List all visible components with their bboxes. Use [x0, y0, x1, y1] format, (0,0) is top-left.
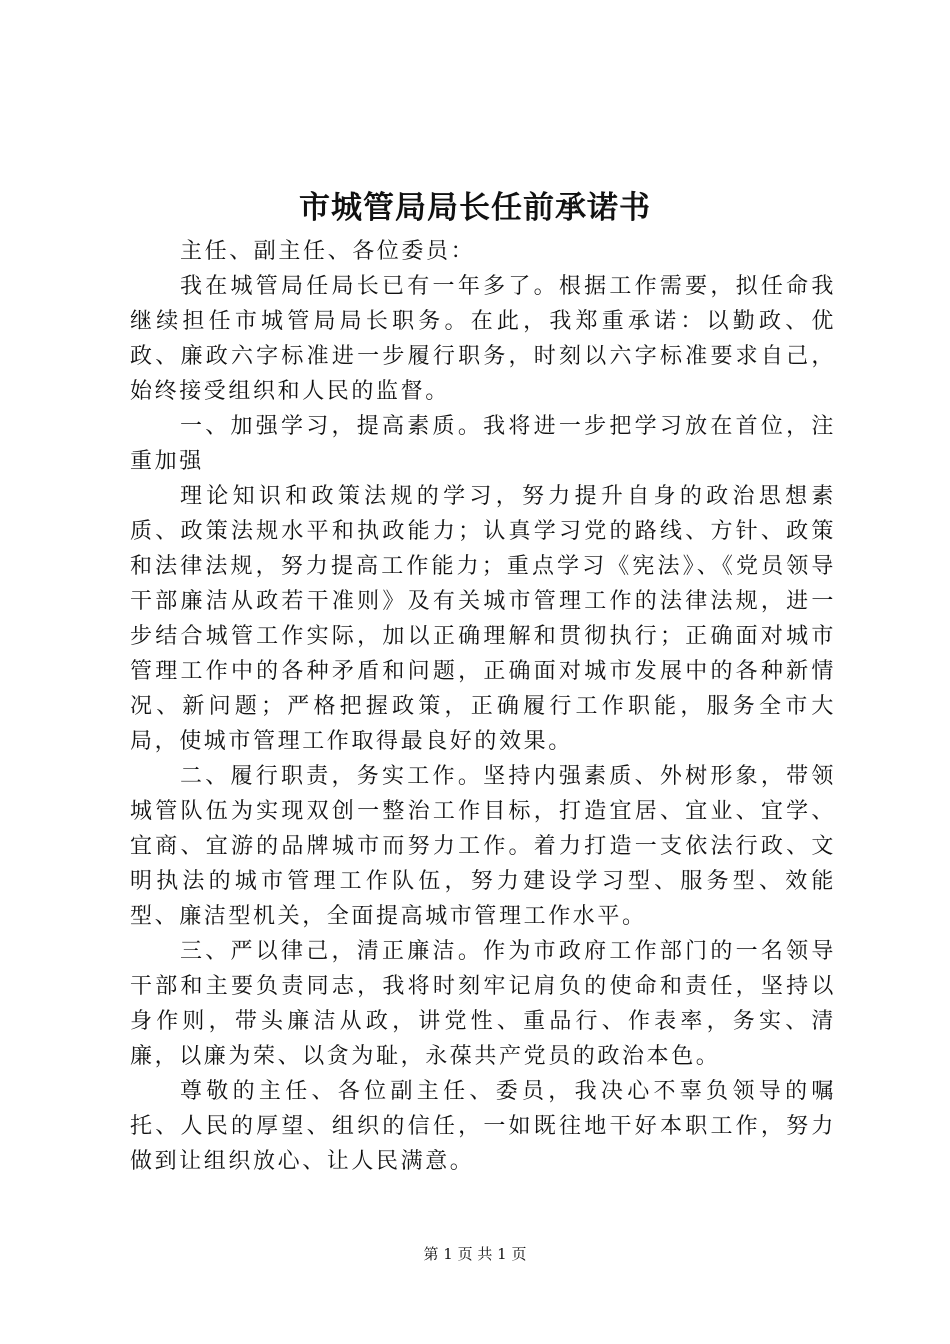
document-body: [130, 234, 836, 1179]
intro-paragraph: 我在城管局任局长已有一年多了。根据工作需要，拟任命我继续担任市城管局局长职务。在此，我郑重承诺：以勤政、优政、廉政六字标准进一步履行职务，时刻以六字标准要求自己，始终接受组织和人民的监督。: [130, 274, 836, 404]
section-one-heading-paragraph: 一、加强学习，提高素质。我将进一步把学习放在首位，注重加强: [130, 414, 836, 474]
page-number-footer: 第 1 页 共 1 页: [423, 1245, 527, 1263]
section-one-body-paragraph: 理论知识和政策法规的学习，努力提升自身的政治思想素质、政策法规水平和执政能力；认真学习党的路线、方针、政策和法律法规，努力提高工作能力；重点学习《宪法》、《党员领导干部廉洁从政若干准则》及有关城市管理工作的法律法规，进一步结合城管工作实际，加以正确理解和贯彻执行；正确面对城市管理工作中的各种矛盾和问题，正确面对城市发展中的各种新情况、新问题；严格把握政策，正确履行工作职能，服务全市大局，使城市管理工作取得最良好的效果。: [130, 484, 836, 754]
closing-paragraph: 尊敬的主任、各位副主任、委员，我决心不辜负领导的嘱托、人民的厚望、组织的信任，一如既往地干好本职工作，努力做到让组织放心、让人民满意。: [130, 1079, 836, 1174]
document-title: 市城管局局长任前承诺书: [299, 190, 651, 226]
section-three-paragraph: 三、严以律己，清正廉洁。作为市政府工作部门的一名领导干部和主要负责同志，我将时刻牢记肩负的使命和责任，坚持以身作则，带头廉洁从政，讲党性、重品行、作表率，务实、清廉，以廉为荣、以贪为耻，永葆共产党员的政治本色。: [130, 939, 836, 1069]
salutation-paragraph: 主任、副主任、各位委员：: [180, 239, 476, 264]
section-two-paragraph: 二、履行职责，务实工作。坚持内强素质、外树形象，带领城管队伍为实现双创一整治工作目标，打造宜居、宜业、宜学、宜商、宜游的品牌城市而努力工作。着力打造一支依法行政、文明执法的城市管理工作队伍，努力建设学习型、服务型、效能型、廉洁型机关，全面提高城市管理工作水平。: [130, 764, 836, 929]
